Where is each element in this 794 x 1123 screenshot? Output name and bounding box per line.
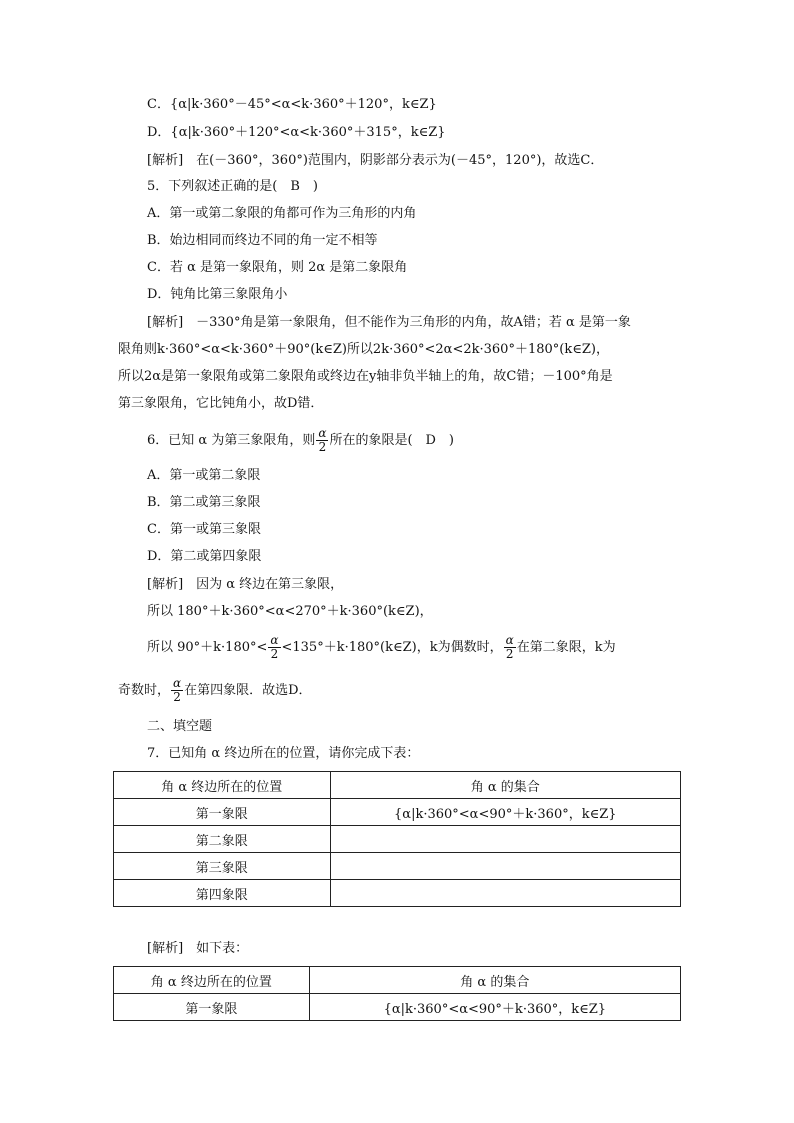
section-heading: 二、填空题 [147, 719, 213, 734]
table-cell [330, 880, 680, 907]
q5-option-a: A．第一或第二象限的角都可作为三角形的内角 [147, 206, 417, 221]
q6-stem-end: 所在的象限是( D ) [329, 433, 455, 448]
table-header-row [114, 772, 681, 799]
q6-option-c: C．第一或第三象限 [147, 522, 261, 537]
analysis-q6-line2: 所以 180°＋k·360°<α<270°＋k·360°(k∈Z)， [147, 604, 433, 619]
alpha-over-2-fraction [504, 634, 516, 661]
answer-table-blank [113, 771, 681, 907]
analysis-q4: [解析] 在(－360°，360°)范围内，阴影部分表示为(－45°，120°)，故选C． [147, 153, 604, 168]
q6-stem-start: 6．已知 α 为第三象限角，则 [147, 433, 316, 448]
analysis-q6-line3 [147, 632, 616, 664]
fraction-numerator: α [270, 633, 279, 647]
table-header-row [114, 967, 681, 994]
analysis-q6-line4-part2: 在第四象限．故选D． [184, 683, 312, 698]
fraction-numerator: α [173, 676, 182, 690]
table-row [114, 880, 681, 907]
fraction-numerator: α [318, 426, 327, 440]
option-d-line: D．{α|k·360°＋120°<α<k·360°＋315°，k∈Z} [147, 125, 446, 140]
analysis-q6-line3-part2: <135°＋k·180°(k∈Z)，k为偶数时， [281, 640, 503, 655]
table-header-cell: 角 α 的集合 [309, 967, 680, 994]
table-cell: 第二象限 [114, 826, 331, 853]
fraction-denominator: 2 [270, 647, 279, 661]
table-row [114, 826, 681, 853]
table-row [114, 853, 681, 880]
table-cell: 第一象限 [114, 799, 331, 826]
q6-option-d: D．第二或第四象限 [147, 549, 262, 564]
analysis-q6-line4 [118, 675, 312, 707]
analysis-q5-line3: 所以2α是第一象限角或第二象限角或终边在y轴非负半轴上的角，故C错；－100°角是 [118, 369, 613, 384]
table-row [114, 994, 681, 1021]
question-7: 7．已知角 α 终边所在的位置，请你完成下表： [147, 746, 420, 761]
table-header-cell: 角 α 终边所在的位置 [114, 772, 331, 799]
alpha-over-2-fraction [268, 634, 280, 661]
q5-option-b: B．始边相同而终边不同的角一定不相等 [147, 233, 378, 248]
table-row [114, 799, 681, 826]
q5-option-c: C．若 α 是第一象限角，则 2α 是第二象限角 [147, 260, 408, 275]
alpha-over-2-fraction [316, 427, 328, 454]
table-cell: 第三象限 [114, 853, 331, 880]
answer-table-solution [113, 966, 681, 1021]
q6-option-b: B．第二或第三象限 [147, 495, 261, 510]
analysis-q5-line1: [解析] －330°角是第一象限角，但不能作为三角形的内角，故A错；若 α 是第一象 [147, 315, 631, 330]
table-cell: 第一象限 [114, 994, 310, 1021]
analysis-q6-line3-part3: 在第二象限，k为 [516, 640, 616, 655]
question-6 [147, 425, 454, 457]
table-header-cell: 角 α 的集合 [330, 772, 680, 799]
analysis-q5-line4: 第三象限角，它比钝角小，故D错． [118, 396, 324, 411]
alpha-over-2-fraction [171, 677, 183, 704]
fraction-denominator: 2 [173, 690, 181, 704]
option-c-line: C．{α|k·360°－45°<α<k·360°＋120°，k∈Z} [147, 97, 437, 112]
table-cell [330, 853, 680, 880]
table-cell [330, 826, 680, 853]
fraction-numerator: α [505, 633, 514, 647]
table-cell: {α|k·360°<α<90°＋k·360°，k∈Z} [330, 799, 680, 826]
fraction-denominator: 2 [505, 647, 514, 661]
table-header-cell: 角 α 终边所在的位置 [114, 967, 310, 994]
analysis-q6-line1: [解析] 因为 α 终边在第三象限， [147, 577, 344, 592]
fraction-denominator: 2 [318, 440, 327, 454]
table-cell: 第四象限 [114, 880, 331, 907]
q6-option-a: A．第一或第二象限 [147, 468, 261, 483]
analysis-q6-line3-part1: 所以 90°＋k·180°< [147, 640, 268, 655]
analysis-q6-line4-part1: 奇数时， [118, 683, 171, 698]
analysis-q7: [解析] 如下表： [147, 941, 249, 956]
table-cell: {α|k·360°<α<90°＋k·360°，k∈Z} [309, 994, 680, 1021]
question-5: 5．下列叙述正确的是( B ) [147, 179, 318, 194]
analysis-q5-line2: 限角则k·360°<α<k·360°＋90°(k∈Z)所以2k·360°<2α<2k·360°＋180°(k∈Z)， [118, 342, 609, 357]
q5-option-d: D．钝角比第三象限角小 [147, 287, 288, 302]
